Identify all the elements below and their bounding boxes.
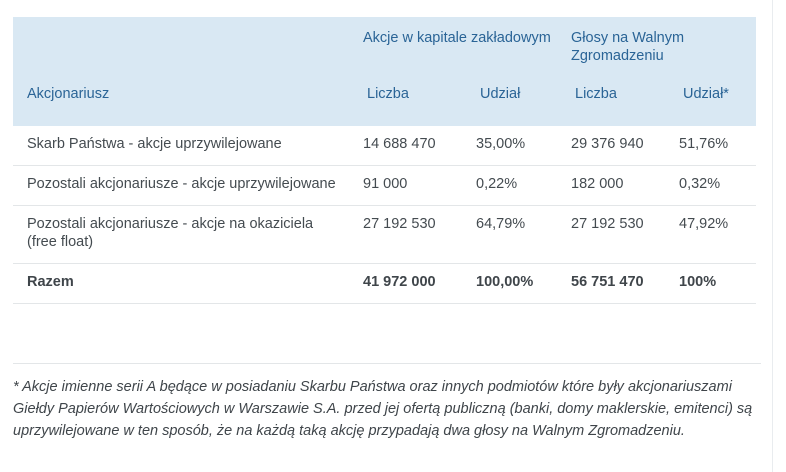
cell-shareholder: Pozostali akcjonariusze - akcje na okaziciela (free float) (13, 206, 353, 264)
cell-votes-share: 51,76% (669, 126, 756, 166)
cell-capital-count: 27 192 530 (353, 206, 466, 264)
header-votes-count: Liczba (561, 69, 669, 126)
header-votes-group: Głosy na Walnym Zgromadzeniu (561, 17, 756, 69)
cell-capital-share: 35,00% (466, 126, 561, 166)
cell-total-label: Razem (13, 264, 353, 304)
cell-total-votes-share: 100% (669, 264, 756, 304)
cell-votes-count: 182 000 (561, 166, 669, 206)
cell-shareholder: Pozostali akcjonariusze - akcje uprzywilejowane (13, 166, 353, 206)
page-divider (772, 0, 773, 472)
cell-votes-share: 47,92% (669, 206, 756, 264)
header-votes-share: Udział* (669, 69, 756, 126)
cell-votes-count: 27 192 530 (561, 206, 669, 264)
cell-votes-count: 29 376 940 (561, 126, 669, 166)
header-capital-count: Liczba (353, 69, 466, 126)
cell-total-capital-share: 100,00% (466, 264, 561, 304)
cell-total-votes-count: 56 751 470 (561, 264, 669, 304)
cell-capital-count: 91 000 (353, 166, 466, 206)
table-group-header-row (13, 17, 756, 69)
header-empty-cell (13, 17, 353, 69)
cell-capital-count: 14 688 470 (353, 126, 466, 166)
cell-capital-share: 0,22% (466, 166, 561, 206)
cell-shareholder: Skarb Państwa - akcje uprzywilejowane (13, 126, 353, 166)
table-row (13, 166, 756, 206)
header-capital-share: Udział (466, 69, 561, 126)
table-row (13, 206, 756, 264)
footnote: * Akcje imienne serii A będące w posiadaniu Skarbu Państwa oraz innych podmiotów które były akcjonariuszami Giełdy Papierów Wartościowych w Warszawie S.A. przed jej ofertą publiczną (banki, domy maklerskie, emitenci) są uprzywilejowane w ten sposób, że na każdą taką akcję przypadają dwa głosy na Walnym Zgromadzeniu. (13, 363, 761, 442)
header-capital-group: Akcje w kapitale zakładowym (353, 17, 561, 69)
header-shareholder: Akcjonariusz (13, 69, 353, 126)
cell-total-capital-count: 41 972 000 (353, 264, 466, 304)
shareholder-table (13, 17, 756, 304)
table-row (13, 126, 756, 166)
cell-votes-share: 0,32% (669, 166, 756, 206)
table-column-header-row (13, 69, 756, 126)
shareholder-structure-panel (13, 17, 756, 304)
cell-capital-share: 64,79% (466, 206, 561, 264)
table-total-row (13, 264, 756, 304)
